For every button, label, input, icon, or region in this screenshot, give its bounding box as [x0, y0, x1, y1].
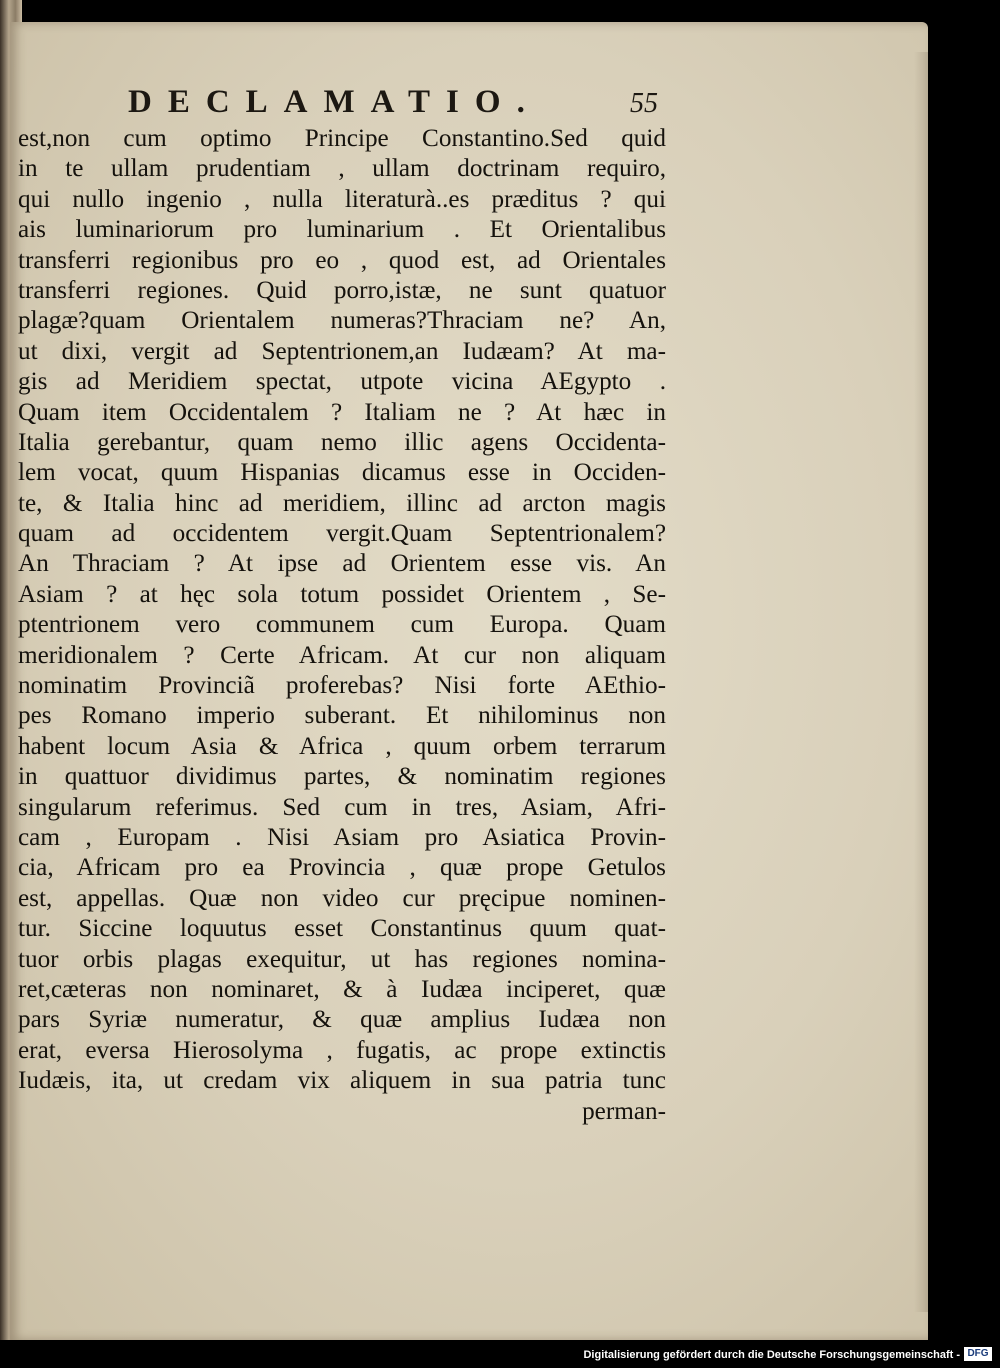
- text-line: Iudæis, ita, ut credam vix aliquem in sua patria tunc: [18, 1067, 666, 1095]
- body-text: [18, 124, 666, 1127]
- text-line: plagæ?quam Orientalem numeras?Thraciam ne? An,: [18, 307, 666, 335]
- text-line: nominatim Provinciã proferebas? Nisi forte AEthio-: [18, 672, 666, 700]
- text-line: perman-: [582, 1097, 666, 1125]
- text-line: transferri regiones. Quid porro,istæ, ne sunt quatuor: [18, 276, 666, 304]
- running-head: DECLAMATIO.: [128, 84, 541, 120]
- footer-bar: [0, 1340, 1000, 1368]
- text-line: qui nullo ingenio , nulla literaturà..es præditus ? qui: [18, 185, 666, 213]
- text-line: quam ad occidentem vergit.Quam Septentrionalem?: [18, 520, 666, 548]
- text-line: in quattuor dividimus partes, & nominatim regiones: [18, 763, 666, 791]
- text-line: lem vocat, quum Hispanias dicamus esse in Occiden-: [18, 459, 666, 487]
- text-line: ret,cæteras non nominaret, & à Iudæa inciperet, quæ: [18, 975, 666, 1003]
- page-edge-shadow: [914, 52, 928, 1312]
- text-line: cam , Europam . Nisi Asiam pro Asiatica Provin-: [18, 823, 666, 851]
- page-number: 55: [630, 88, 658, 119]
- text-line: te, & Italia hinc ad meridiem, illinc ad arcton magis: [18, 489, 666, 517]
- dfg-logo-icon: DFG: [964, 1347, 992, 1361]
- text-line: habent locum Asia & Africa , quum orbem terrarum: [18, 732, 666, 760]
- text-line: in te ullam prudentiam , ullam doctrinam requiro,: [18, 155, 666, 183]
- text-line: cia, Africam pro ea Provincia , quæ prope Getulos: [18, 854, 666, 882]
- text-line: An Thraciam ? At ipse ad Orientem esse vis. An: [18, 550, 666, 578]
- funding-credit: Digitalisierung gefördert durch die Deutsche Forschungsgemeinschaft -: [583, 1349, 960, 1361]
- text-line: transferri regionibus pro eo , quod est, ad Orientales: [18, 246, 666, 274]
- text-line: tur. Siccine loquutus esset Constantinus quum quat-: [18, 915, 666, 943]
- text-line: pars Syriæ numeratur, & quæ amplius Iudæa non: [18, 1006, 666, 1034]
- text-line: Quam item Occidentalem ? Italiam ne ? At hæc in: [18, 398, 666, 426]
- text-line: est,non cum optimo Principe Constantino.Sed quid: [18, 125, 666, 152]
- text-line: tuor orbis plagas exequitur, ut has regiones nomina-: [18, 945, 666, 973]
- text-line: Italia gerebantur, quam nemo illic agens Occidenta-: [18, 428, 666, 456]
- text-line: gis ad Meridiem spectat, utpote vicina AEgypto .: [18, 368, 666, 396]
- text-line: Asiam ? at hęc sola totum possidet Orientem , Se-: [18, 580, 666, 608]
- text-line: est, appellas. Quæ non video cur pręcipue nominen-: [18, 884, 666, 912]
- text-line: erat, eversa Hierosolyma , fugatis, ac prope extinctis: [18, 1036, 666, 1064]
- text-line: pes Romano imperio suberant. Et nihilominus non: [18, 702, 666, 730]
- text-line: ptentrionem vero communem cum Europa. Quam: [18, 611, 666, 639]
- text-line: singularum referimus. Sed cum in tres, Asiam, Afri-: [18, 793, 666, 821]
- text-line: ut dixi, vergit ad Septentrionem,an Iudæam? At ma-: [18, 337, 666, 365]
- text-line: ais luminariorum pro luminarium . Et Orientalibus: [18, 216, 666, 244]
- text-line: meridionalem ? Certe Africam. At cur non aliquam: [18, 641, 666, 669]
